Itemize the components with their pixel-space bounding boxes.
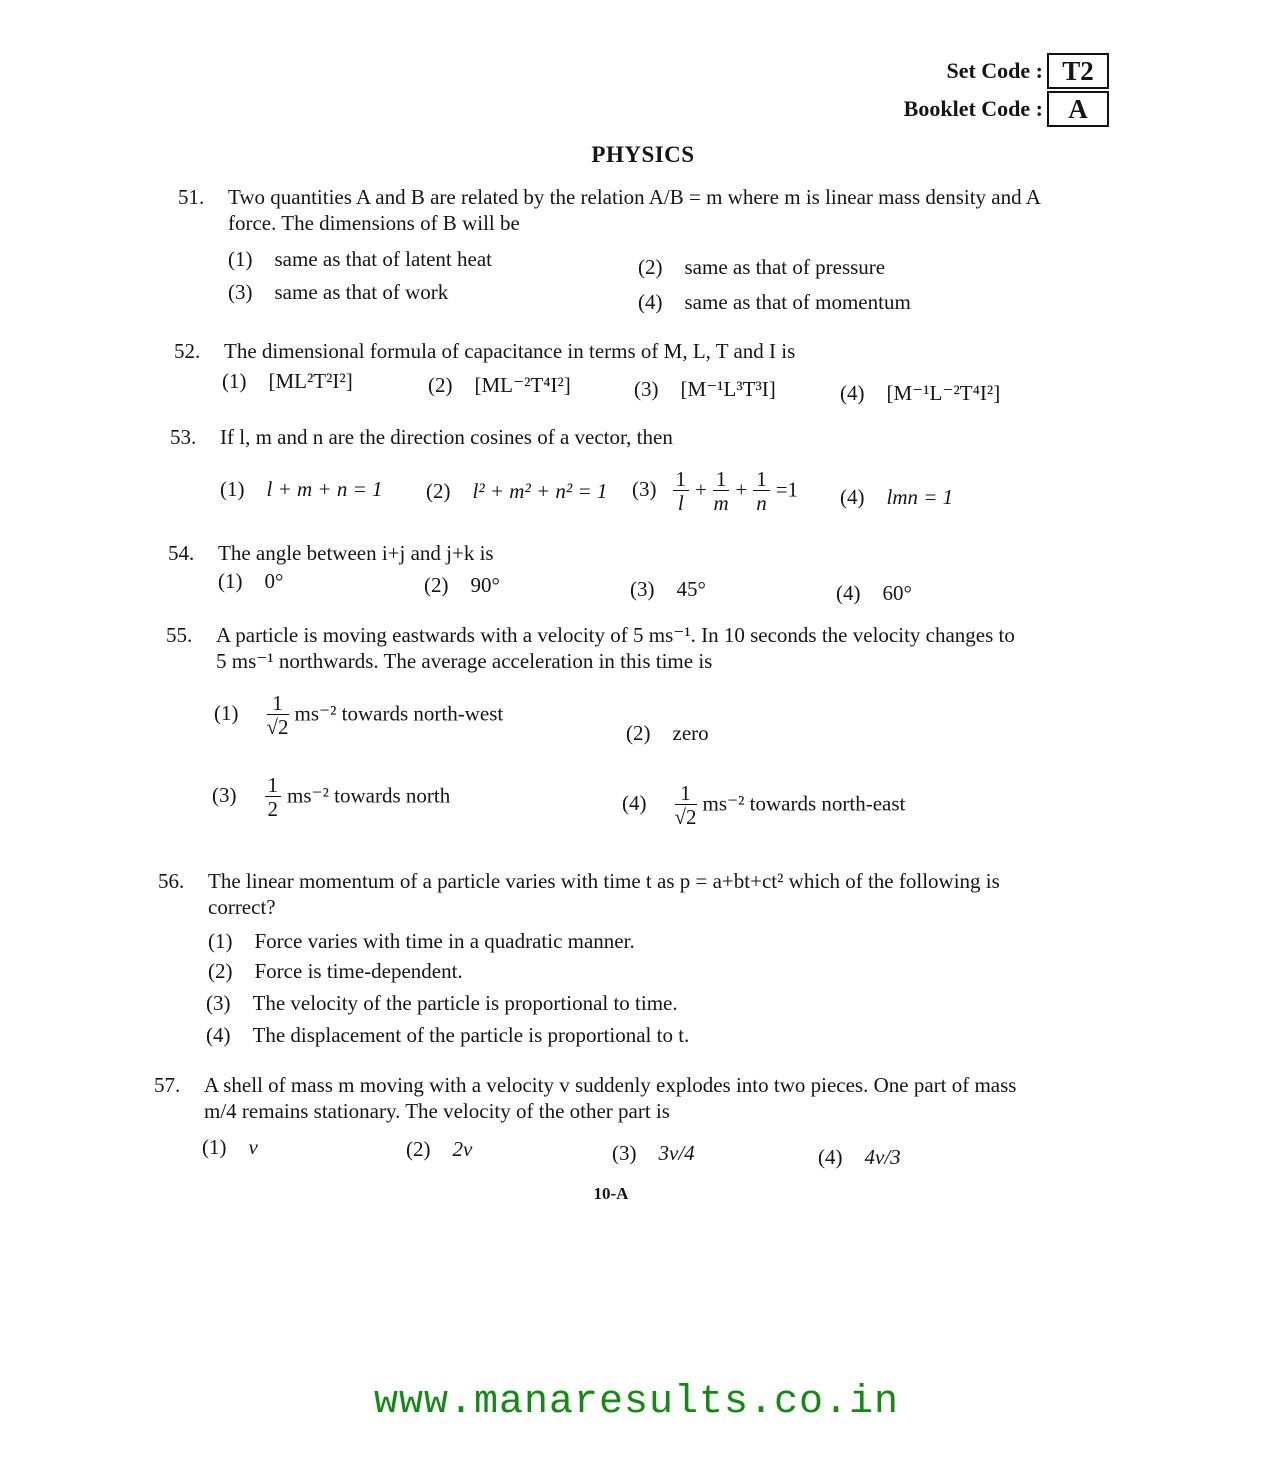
booklet-code-value: A xyxy=(1047,91,1109,127)
option-number: (4) xyxy=(840,485,865,509)
option-number: (1) xyxy=(222,369,247,393)
question-text: The linear momentum of a particle varies with time t as p = a+bt+ct² which of the following is correct? xyxy=(208,869,1000,919)
option-3 xyxy=(630,576,706,602)
option-text: ms⁻² towards north xyxy=(287,783,451,808)
option-2 xyxy=(424,572,500,598)
question-55 xyxy=(166,622,1106,842)
option-4 xyxy=(836,580,912,606)
fraction-1-over-l: $\frac{1}{l}$ xyxy=(673,468,690,515)
option-number: (3) xyxy=(632,477,657,502)
option-number: (3) xyxy=(630,577,655,601)
option-number: (1) xyxy=(214,701,239,726)
question-57 xyxy=(154,1072,1094,1182)
option-text: [ML²T²I²] xyxy=(268,369,353,393)
booklet-code-row xyxy=(904,90,1109,128)
fraction: $\frac{1}{√2}$ xyxy=(674,781,697,829)
option-2 xyxy=(406,1136,472,1162)
option-text: lmn = 1 xyxy=(886,485,954,509)
option-3 xyxy=(228,279,448,305)
option-text: The velocity of the particle is proportional to time. xyxy=(252,991,678,1015)
fraction-1-over-n: $\frac{1}{n}$ xyxy=(753,468,770,515)
option-number: (1) xyxy=(220,477,245,501)
option-3 xyxy=(634,376,776,402)
question-text: The angle between i+j and j+k is xyxy=(218,541,494,565)
option-3 xyxy=(612,1140,695,1166)
option-number: (4) xyxy=(836,581,861,605)
option-2 xyxy=(426,478,607,504)
watermark-link[interactable]: www.manaresults.co.in xyxy=(373,1380,900,1425)
option-text: [ML⁻²T⁴I²] xyxy=(474,373,571,397)
question-number: 57. xyxy=(154,1073,181,1097)
option-text: 90° xyxy=(470,573,500,597)
option-number: (2) xyxy=(428,373,453,397)
option-text: same as that of work xyxy=(274,280,449,304)
option-4 xyxy=(840,380,1000,406)
option-4 xyxy=(206,1022,689,1048)
fraction: $\frac{1}{√2}$ xyxy=(266,691,289,739)
option-text: 3v/4 xyxy=(658,1141,695,1165)
subject-title: PHYSICS xyxy=(591,142,695,167)
option-number: (2) xyxy=(626,721,651,745)
question-number: 51. xyxy=(178,185,205,209)
option-number: (1) xyxy=(202,1135,227,1159)
option-text: ms⁻² towards north-west xyxy=(294,701,504,726)
option-text: l² + m² + n² = 1 xyxy=(472,479,608,503)
option-1 xyxy=(228,246,492,272)
option-number: (3) xyxy=(228,280,253,304)
option-number: (2) xyxy=(424,573,449,597)
question-text: A shell of mass m moving with a velocity v suddenly explodes into two pieces. One part of mass m/4 remains stationary. The velocity of the other part is xyxy=(204,1073,1017,1123)
question-53 xyxy=(170,424,1090,524)
option-text: 0° xyxy=(264,569,284,593)
option-3: (3) $\frac{1}{l}$ + $\frac{1}{m}$ + $\frac{1}{n}$ =1 xyxy=(632,467,799,515)
option-text: same as that of momentum xyxy=(684,290,911,314)
option-1 xyxy=(218,568,283,594)
option-text: [M⁻¹L³T³I] xyxy=(680,377,776,401)
question-number: 53. xyxy=(170,425,197,449)
question-number: 55. xyxy=(166,623,193,647)
option-1 xyxy=(202,1134,258,1160)
option-text: l + m + n = 1 xyxy=(266,477,383,501)
page-number: 10-A xyxy=(593,1184,629,1203)
question-56 xyxy=(158,868,1098,1058)
question-text: The dimensional formula of capacitance in terms of M, L, T and I is xyxy=(224,339,796,363)
question-text: A particle is moving eastwards with a velocity of 5 ms⁻¹. In 10 seconds the velocity changes to 5 ms⁻¹ northwards. The average acceleration in this time is xyxy=(216,623,1015,673)
option-number: (1) xyxy=(208,929,233,953)
option-1 xyxy=(220,476,383,502)
option-text: 45° xyxy=(676,577,706,601)
option-4 xyxy=(622,782,905,829)
option-number: (4) xyxy=(638,290,663,314)
set-code-label: Set Code : xyxy=(946,58,1043,83)
question-number: 56. xyxy=(158,869,185,893)
equation-rhs: =1 xyxy=(775,477,799,502)
option-number: (1) xyxy=(228,247,253,271)
option-2 xyxy=(208,958,463,984)
option-text: 2v xyxy=(452,1137,473,1161)
option-number: (3) xyxy=(212,783,237,808)
option-1 xyxy=(222,368,353,394)
option-3 xyxy=(212,774,450,821)
option-number: (1) xyxy=(218,569,243,593)
question-number: 54. xyxy=(168,541,195,565)
option-2 xyxy=(638,254,885,280)
option-1 xyxy=(208,928,635,954)
option-2 xyxy=(626,720,709,746)
set-code-value: T2 xyxy=(1047,53,1109,89)
option-text: same as that of pressure xyxy=(684,255,886,279)
option-number: (4) xyxy=(818,1145,843,1169)
option-number: (3) xyxy=(612,1141,637,1165)
fraction-1-over-m: $\frac{1}{m}$ xyxy=(713,467,729,515)
question-number: 52. xyxy=(174,339,201,363)
option-4 xyxy=(818,1144,901,1170)
fraction: $\frac{1}{2}$ xyxy=(265,774,282,821)
question-52 xyxy=(174,338,1094,408)
option-number: (4) xyxy=(840,381,865,405)
option-number: (4) xyxy=(622,791,647,816)
option-4 xyxy=(638,289,911,315)
option-2 xyxy=(428,372,571,398)
option-4 xyxy=(840,484,953,510)
option-text: ms⁻² towards north-east xyxy=(702,791,906,816)
option-text: Force varies with time in a quadratic manner. xyxy=(254,929,635,953)
option-text: v xyxy=(248,1135,258,1159)
option-1 xyxy=(214,692,503,739)
option-number: (3) xyxy=(206,991,231,1015)
question-51 xyxy=(178,184,1098,324)
option-number: (2) xyxy=(208,959,233,983)
question-text: Two quantities A and B are related by the relation A/B = m where m is linear mass density and A force. The dimensions of B will be xyxy=(228,185,1041,235)
option-number: (4) xyxy=(206,1023,231,1047)
option-text: 60° xyxy=(882,581,912,605)
code-header xyxy=(904,52,1109,128)
option-text: The displacement of the particle is proportional to t. xyxy=(252,1023,690,1047)
option-number: (2) xyxy=(426,479,451,503)
option-number: (2) xyxy=(406,1137,431,1161)
option-text: zero xyxy=(672,721,709,745)
option-text: 4v/3 xyxy=(864,1145,901,1169)
question-54 xyxy=(168,540,1088,610)
option-text: same as that of latent heat xyxy=(274,247,492,271)
option-text: Force is time-dependent. xyxy=(254,959,463,983)
option-text: [M⁻¹L⁻²T⁴I²] xyxy=(886,381,1001,405)
option-3 xyxy=(206,990,678,1016)
question-text: If l, m and n are the direction cosines of a vector, then xyxy=(220,425,673,449)
set-code-row xyxy=(904,52,1109,90)
booklet-code-label: Booklet Code : xyxy=(903,96,1043,121)
option-number: (3) xyxy=(634,377,659,401)
option-number: (2) xyxy=(638,255,663,279)
